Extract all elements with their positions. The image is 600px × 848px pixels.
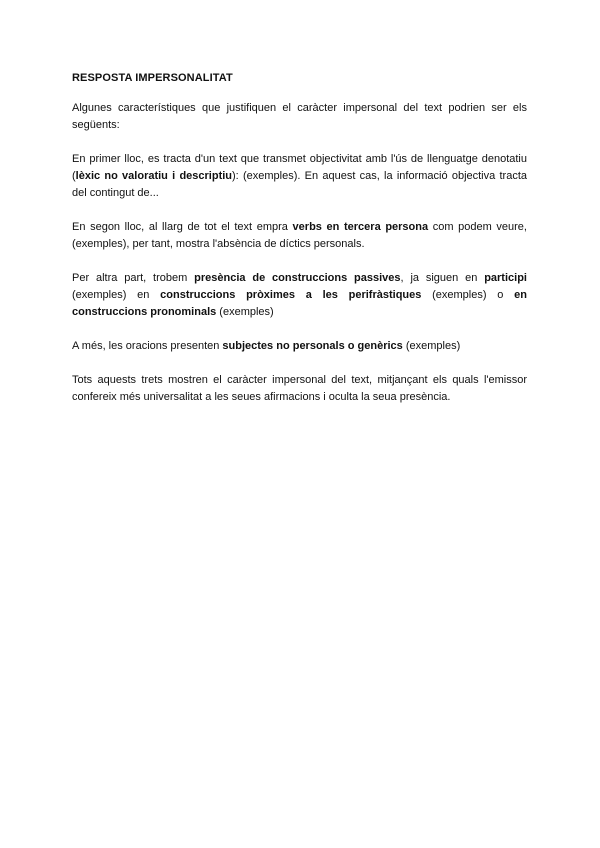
paragraph-text: En segon lloc, al llarg de tot el text empra: [72, 221, 293, 233]
bold-term: lèxic no valoratiu i descriptiu: [75, 170, 233, 182]
bold-term: en construccions pronominals: [72, 289, 527, 318]
paragraph-text: (exemples): [216, 306, 274, 318]
paragraph-text: com podem veure, (exemples), per tant, mostra l'absència de díctics personals.: [72, 221, 527, 250]
paragraph-conclusion: [72, 372, 527, 406]
paragraph-text: En primer lloc, es tracta d'un text que transmet objectivitat amb l'ús de llenguatge denotatiu (: [72, 153, 527, 182]
bold-term: subjectes no personals o genèrics: [222, 340, 403, 352]
bold-term: presència de construccions passives: [194, 272, 401, 284]
paragraph-text: , ja siguen en: [400, 272, 485, 284]
paragraph-text: (exemples): [402, 340, 461, 352]
paragraph-text: Algunes característiques que justifiquen el caràcter impersonal del text podrien ser els següents:: [72, 102, 527, 131]
document-title: RESPOSTA IMPERSONALITAT: [72, 72, 233, 84]
paragraph-third-point: [72, 270, 527, 321]
paragraph-text: A més, les oracions presenten: [72, 340, 223, 352]
paragraph-first-point: [72, 151, 527, 202]
paragraph-fourth-point: [72, 338, 527, 355]
paragraph-text: (exemples) o: [421, 289, 515, 301]
paragraph-text: (exemples) en: [72, 289, 161, 301]
paragraph-text: ): (exemples). En aquest cas, la informació objectiva tracta del contingut de...: [72, 170, 527, 199]
bold-term: participi: [484, 272, 527, 284]
bold-term: verbs en tercera persona: [292, 221, 429, 233]
paragraph-text: Tots aquests trets mostren el caràcter impersonal del text, mitjançant els quals l'emissor confereix més universalitat a les seues afirmacions i oculta la seua presència.: [72, 374, 527, 403]
paragraph-text: Per altra part, trobem: [72, 272, 195, 284]
document-page: [72, 70, 527, 423]
paragraph-second-point: [72, 219, 527, 253]
bold-term: construccions pròximes a les perifràstiques: [160, 289, 422, 301]
paragraph-intro: [72, 100, 527, 134]
